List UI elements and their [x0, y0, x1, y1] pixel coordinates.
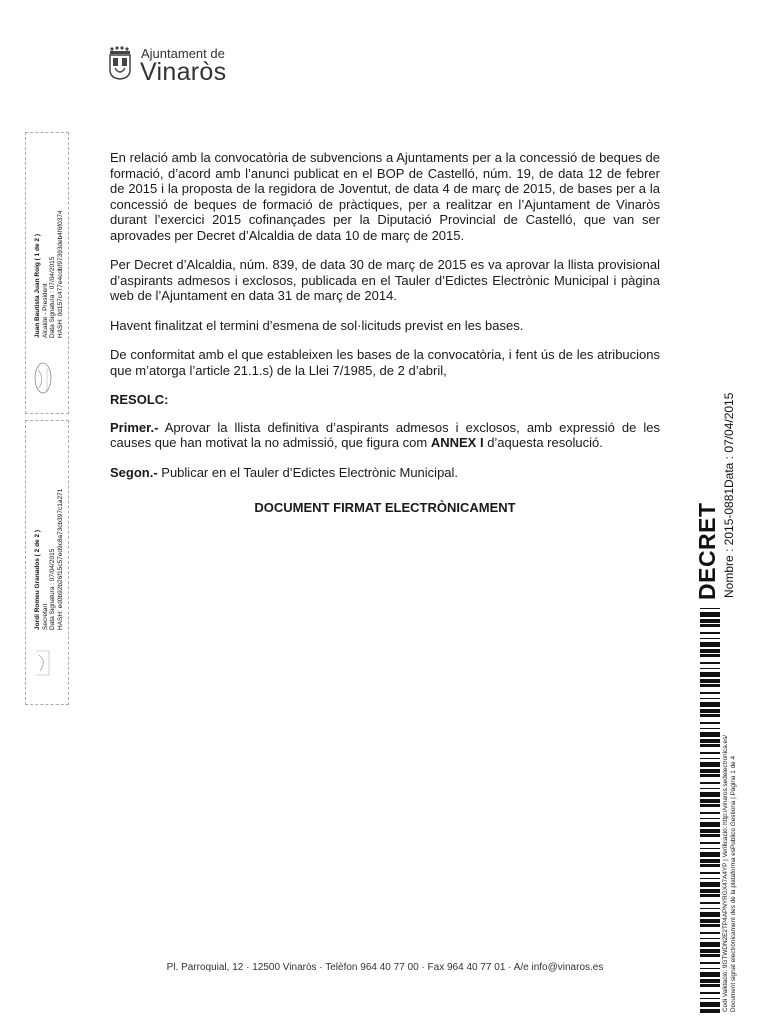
signature-text-2: [34, 488, 64, 630]
first-label: Primer.-: [110, 419, 159, 435]
signature-date: Data Signatura : 07/04/2015: [49, 256, 56, 338]
paragraph: En relació amb la convocatòria de subvencions a Ajuntaments per a la concessió de beques de formació, d’acord amb l’anunci publicat en el BOP de Castelló, núm. 19, de data 12 de febrer de 2015 i la proposta de la regidora de Joventut, de data 4 de març de 2015, de bases per a la concessió de beques de formació de pràctiques, per a realitzar en l’Ajuntament de Vinaròs durant l’exercici 2015 cofinançades per la Diputació Provincial de Castelló, que van ser aprovades per Decret d’Alcaldia de data 10 de març de 2015.: [110, 150, 660, 243]
org-name-big: Vinaròs: [140, 58, 227, 86]
decret-label: DECRET: [694, 502, 720, 600]
signature-stamp-icon: [33, 645, 53, 681]
resolution-second: Segon.- Publicar en el Tauler d’Edictes Electrònic Municipal.: [110, 464, 459, 480]
barcode-icon: [700, 608, 720, 1013]
resolc-heading: RESOLC:: [110, 392, 169, 407]
org-name-small: Ajuntament de: [141, 46, 225, 61]
decree-body: [110, 150, 660, 530]
resolution-first: Primer.- Aprovar la llista definitiva d’aspirants admesos i exclosos, amb expressió de les causes que han motivat la no admissió, que figura com ANNEX I d’aquesta resolució.: [110, 419, 660, 450]
signature-stamp-icon: [33, 360, 53, 396]
signature-date: Data Signatura : 07/04/2015: [49, 548, 56, 630]
platform-notice: Document signat electrònicament des de la plataforma esPublico Gestiona | Pàgina 1 de 4: [730, 755, 737, 1012]
signer-role: Secretari: [41, 603, 49, 630]
coat-of-arms-icon: [108, 46, 132, 80]
decree-date: Data : 07/04/2015: [722, 392, 736, 488]
signer-name: Juan Bautista Juan Roig ( 1 de 2 ): [34, 233, 41, 338]
decree-number: Nombre : 2015-0881: [722, 487, 736, 598]
verification-code: Codi Validació: 9GTWDN2E2TP4APNYRGX47A4YP | Verificació: http://vinaros.sedelectronica.es/: [722, 734, 729, 1012]
municipal-logo: [108, 40, 248, 86]
signature-text-1: [34, 210, 64, 338]
footer-address: Pl. Parroquial, 12 · 12500 Vinaròs · Telèfon 964 40 77 00 · Fax 964 40 77 01 · A/e info@vinaros.es: [166, 962, 604, 973]
paragraph: De conformitat amb el que estableixen les bases de la convocatòria, i fent ús de les atribucions que m’atorga l’article 21.1.s) de la Llei 7/1985, de 2 d’abril,: [110, 347, 660, 378]
annex-ref: ANNEX I: [430, 435, 484, 450]
signature-hash: HASH: 0d157c477e4cdbf97393deb4f6f0374: [56, 210, 64, 338]
paragraph: Per Decret d’Alcaldia, núm. 839, de data 30 de març de 2015 es va aprovar la llista provisional d’aspirants admesos i exclosos, publicada en el Tauler d’Edictes Electrònic Municipal i pàgina web de l’Ajuntament en data 31 de març de 2014.: [110, 257, 660, 303]
second-label: Segon.-: [110, 464, 158, 480]
signer-name: Jordi Romeu Granados ( 2 de 2 ): [34, 529, 41, 630]
signed-notice: DOCUMENT FIRMAT ELECTRÒNICAMENT: [254, 500, 516, 515]
signature-hash: HASH: ed0b92b26f15c57ed9c8a73cb397c1a271: [56, 488, 64, 630]
signer-role: Alcalde - President: [41, 283, 49, 338]
paragraph: Havent finalitzat el termini d’esmena de sol·licituds previst en les bases.: [110, 317, 524, 333]
